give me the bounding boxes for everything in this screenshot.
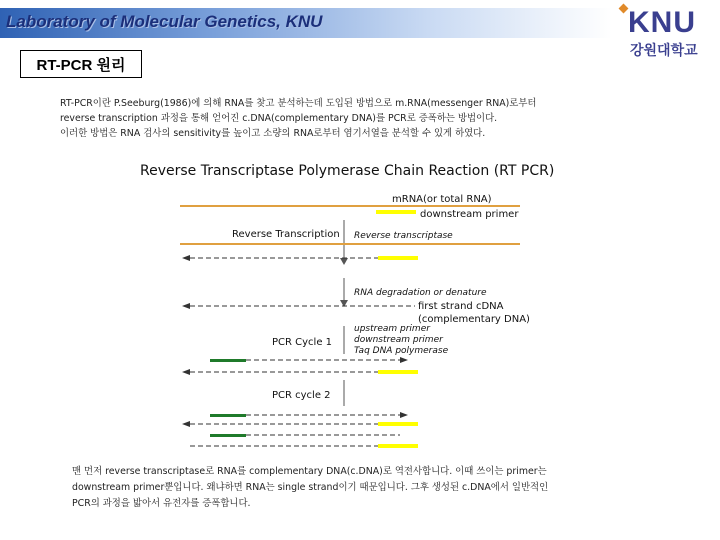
summary-paragraph (72, 464, 692, 512)
intro-paragraph (60, 96, 680, 141)
green-strand (210, 359, 246, 362)
rna-degradation-label: RNA degradation or denature (354, 288, 487, 298)
primer-mark (378, 444, 418, 448)
green-strand (210, 414, 246, 417)
topic-heading: RT-PCR 원리 (20, 50, 142, 78)
university-logo: KNU (628, 6, 696, 39)
reverse-transcription-label: Reverse Transcription (232, 229, 340, 240)
strand-arrow-icon (182, 369, 190, 375)
summary-line: downstream primer뿐입니다. 왜냐하면 RNA는 single strand이기 때문입니다. 그후 생성된 c.DNA에서 일반적인 (72, 482, 549, 493)
strand-arrow-icon (182, 421, 190, 427)
university-logo-subtext: 강원대학교 (630, 43, 698, 59)
rt-pcr-diagram (130, 158, 600, 458)
pcr-cycle-1-label: PCR Cycle 1 (272, 337, 333, 348)
summary-line: PCR의 과정을 밟아서 유전자를 증폭합니다. (72, 498, 251, 509)
intro-line: reverse transcription 과정을 통해 얻어진 c.DNA(complementary DNA)를 PCR로 증폭하는 방법이다. (60, 113, 498, 124)
intro-line: RT-PCR이란 P.Seeburg(1986)에 의해 RNA를 찾고 분석하는데 도입된 방법으로 m.RNA(messenger RNA)로부터 (60, 98, 537, 109)
first-strand-label-2: (complementary DNA) (418, 314, 530, 325)
downstream-primer-mark (376, 210, 416, 214)
mrna-label: mRNA(or total RNA) (392, 194, 492, 205)
taq-polymerase-label: Taq DNA polymerase (354, 346, 449, 356)
summary-line: 맨 먼저 reverse transcriptase로 RNA를 complementary DNA(c.DNA)로 역전사합니다. 이때 쓰이는 primer는 (72, 466, 547, 477)
strand-arrow-icon (400, 412, 408, 418)
reverse-transcriptase-label: Reverse transcriptase (354, 231, 453, 241)
strand-arrow-icon (182, 303, 190, 309)
strand-arrow-icon (182, 255, 190, 261)
logo-diamond-icon (619, 4, 629, 14)
intro-line: 이러한 방법은 RNA 검사의 sensitivity를 높이고 소량의 RNA로부터 염기서열을 분석할 수 있게 하였다. (60, 128, 486, 139)
upstream-primer-label: upstream primer (354, 324, 430, 334)
downstream-primer-label: downstream primer (420, 209, 519, 220)
diagram-title: Reverse Transcriptase Polymerase Chain Reaction (RT PCR) (140, 163, 555, 179)
primer-mark (378, 370, 418, 374)
downstream-primer-label-2: downstream primer (354, 335, 443, 345)
primer-mark (378, 256, 418, 260)
strand-arrow-icon (400, 357, 408, 363)
page-title: Laboratory of Molecular Genetics, KNU (6, 12, 323, 31)
arrow-head-icon (340, 258, 348, 265)
pcr-cycle-2-label: PCR cycle 2 (272, 390, 331, 401)
first-strand-label: first strand cDNA (418, 301, 504, 312)
primer-mark (378, 422, 418, 426)
green-strand (210, 434, 246, 437)
